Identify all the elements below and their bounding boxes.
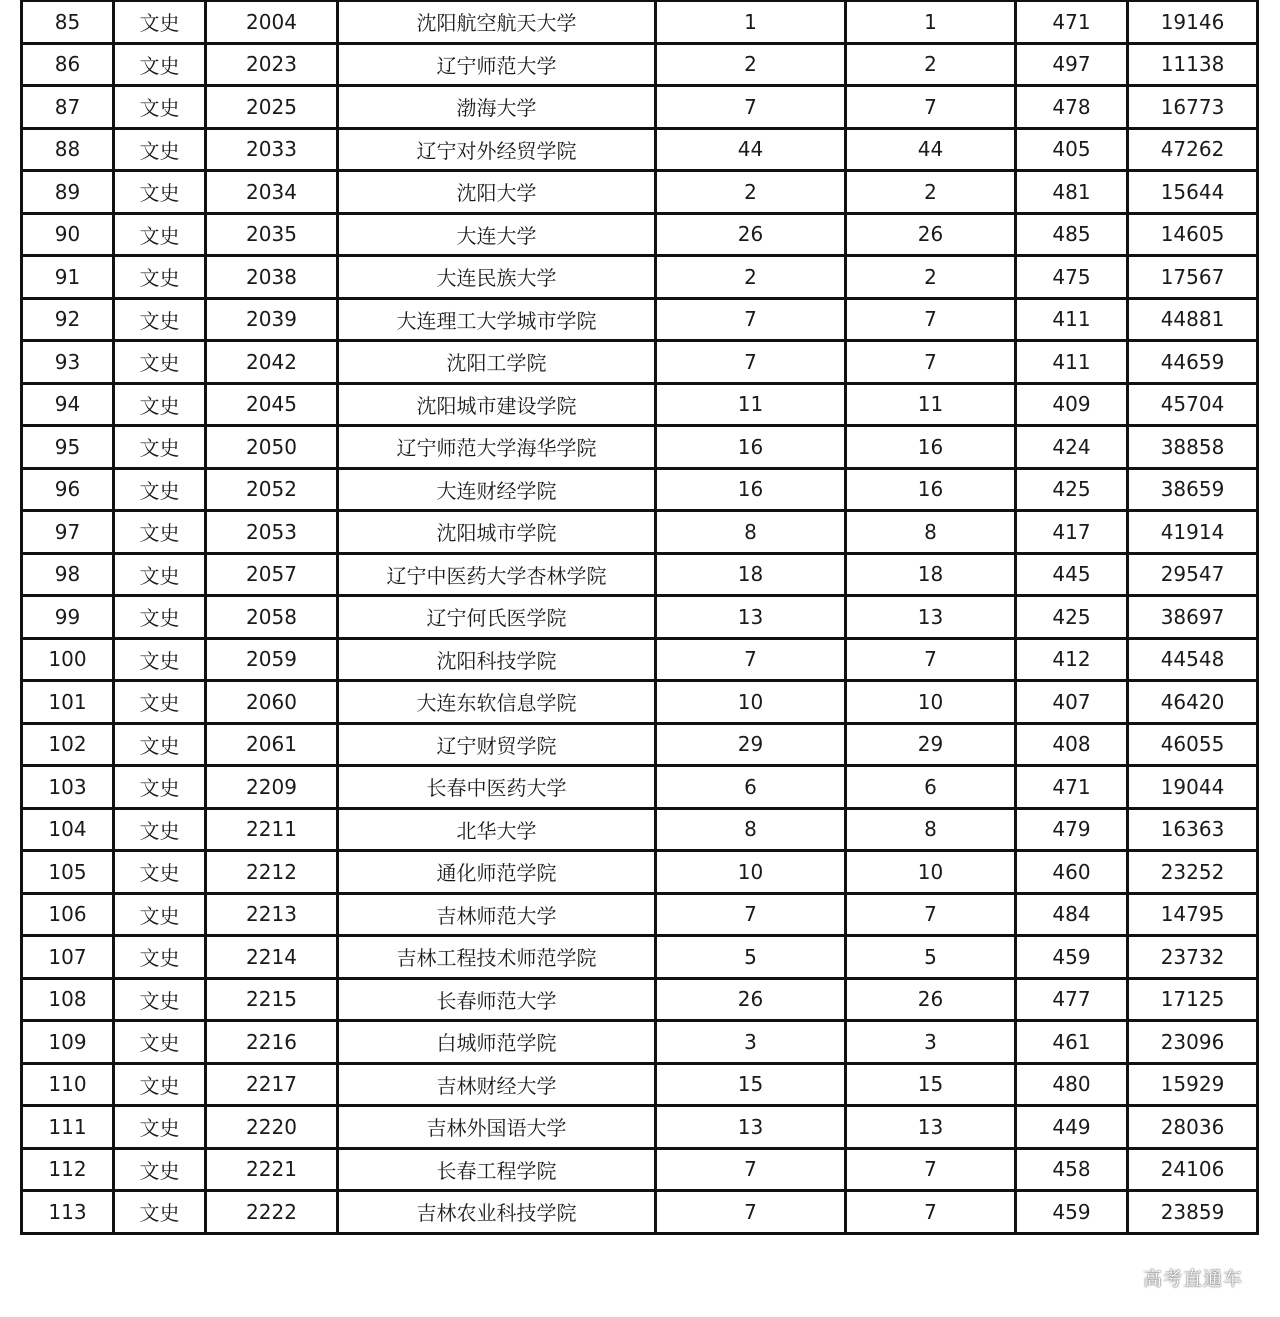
min-score-cell: 460 xyxy=(1016,851,1128,894)
min-score-cell: 481 xyxy=(1016,171,1128,214)
row-number-cell: 109 xyxy=(22,1021,114,1064)
table-row xyxy=(22,1106,1258,1149)
school-code-cell: 2034 xyxy=(206,171,338,214)
min-score-cell: 411 xyxy=(1016,341,1128,384)
plan-count-cell: 3 xyxy=(656,1021,846,1064)
min-score-cell: 459 xyxy=(1016,936,1128,979)
school-code-cell: 2220 xyxy=(206,1106,338,1149)
plan-count-cell: 7 xyxy=(656,1191,846,1234)
category-cell: 文史 xyxy=(114,86,206,129)
row-number-cell: 104 xyxy=(22,808,114,851)
plan-count-cell: 8 xyxy=(656,511,846,554)
min-score-cell: 475 xyxy=(1016,256,1128,299)
plan-count-cell: 5 xyxy=(656,936,846,979)
rank-cell: 17125 xyxy=(1128,978,1258,1021)
row-number-cell: 90 xyxy=(22,213,114,256)
category-cell: 文史 xyxy=(114,766,206,809)
row-number-cell: 85 xyxy=(22,1,114,44)
plan-count-cell: 10 xyxy=(656,681,846,724)
category-cell: 文史 xyxy=(114,256,206,299)
admitted-count-cell: 16 xyxy=(846,426,1016,469)
rank-cell: 19044 xyxy=(1128,766,1258,809)
rank-cell: 46420 xyxy=(1128,681,1258,724)
category-cell: 文史 xyxy=(114,851,206,894)
school-name-cell: 大连大学 xyxy=(338,213,656,256)
table-row xyxy=(22,43,1258,86)
plan-count-cell: 1 xyxy=(656,1,846,44)
admitted-count-cell: 1 xyxy=(846,1,1016,44)
plan-count-cell: 18 xyxy=(656,553,846,596)
table-row xyxy=(22,723,1258,766)
admitted-count-cell: 2 xyxy=(846,256,1016,299)
rank-cell: 38659 xyxy=(1128,468,1258,511)
admitted-count-cell: 18 xyxy=(846,553,1016,596)
school-code-cell: 2213 xyxy=(206,893,338,936)
school-name-cell: 辽宁对外经贸学院 xyxy=(338,128,656,171)
min-score-cell: 459 xyxy=(1016,1191,1128,1234)
plan-count-cell: 11 xyxy=(656,383,846,426)
row-number-cell: 93 xyxy=(22,341,114,384)
plan-count-cell: 2 xyxy=(656,256,846,299)
rank-cell: 11138 xyxy=(1128,43,1258,86)
rank-cell: 41914 xyxy=(1128,511,1258,554)
rank-cell: 23252 xyxy=(1128,851,1258,894)
category-cell: 文史 xyxy=(114,1191,206,1234)
admitted-count-cell: 7 xyxy=(846,341,1016,384)
row-number-cell: 95 xyxy=(22,426,114,469)
row-number-cell: 96 xyxy=(22,468,114,511)
rank-cell: 23732 xyxy=(1128,936,1258,979)
table-row xyxy=(22,256,1258,299)
min-score-cell: 471 xyxy=(1016,766,1128,809)
table-row xyxy=(22,978,1258,1021)
category-cell: 文史 xyxy=(114,511,206,554)
school-code-cell: 2214 xyxy=(206,936,338,979)
table-row xyxy=(22,808,1258,851)
table-row xyxy=(22,383,1258,426)
school-code-cell: 2035 xyxy=(206,213,338,256)
watermark: 高考直通车 xyxy=(1143,1268,1244,1290)
admitted-count-cell: 3 xyxy=(846,1021,1016,1064)
category-cell: 文史 xyxy=(114,383,206,426)
category-cell: 文史 xyxy=(114,808,206,851)
rank-cell: 47262 xyxy=(1128,128,1258,171)
rank-cell: 44548 xyxy=(1128,638,1258,681)
rank-cell: 16773 xyxy=(1128,86,1258,129)
table-row xyxy=(22,1021,1258,1064)
rank-cell: 15644 xyxy=(1128,171,1258,214)
school-name-cell: 沈阳科技学院 xyxy=(338,638,656,681)
school-code-cell: 2060 xyxy=(206,681,338,724)
school-name-cell: 沈阳城市学院 xyxy=(338,511,656,554)
admitted-count-cell: 44 xyxy=(846,128,1016,171)
category-cell: 文史 xyxy=(114,553,206,596)
min-score-cell: 478 xyxy=(1016,86,1128,129)
school-name-cell: 沈阳城市建设学院 xyxy=(338,383,656,426)
school-name-cell: 北华大学 xyxy=(338,808,656,851)
category-cell: 文史 xyxy=(114,1148,206,1191)
admitted-count-cell: 2 xyxy=(846,171,1016,214)
min-score-cell: 409 xyxy=(1016,383,1128,426)
admitted-count-cell: 26 xyxy=(846,978,1016,1021)
table-row xyxy=(22,171,1258,214)
plan-count-cell: 8 xyxy=(656,808,846,851)
row-number-cell: 113 xyxy=(22,1191,114,1234)
category-cell: 文史 xyxy=(114,681,206,724)
min-score-cell: 425 xyxy=(1016,596,1128,639)
school-name-cell: 辽宁师范大学 xyxy=(338,43,656,86)
row-number-cell: 94 xyxy=(22,383,114,426)
admitted-count-cell: 8 xyxy=(846,808,1016,851)
row-number-cell: 103 xyxy=(22,766,114,809)
table-row xyxy=(22,596,1258,639)
admitted-count-cell: 7 xyxy=(846,86,1016,129)
plan-count-cell: 7 xyxy=(656,298,846,341)
min-score-cell: 477 xyxy=(1016,978,1128,1021)
min-score-cell: 425 xyxy=(1016,468,1128,511)
plan-count-cell: 2 xyxy=(656,43,846,86)
min-score-cell: 411 xyxy=(1016,298,1128,341)
admitted-count-cell: 6 xyxy=(846,766,1016,809)
school-name-cell: 沈阳大学 xyxy=(338,171,656,214)
admitted-count-cell: 29 xyxy=(846,723,1016,766)
row-number-cell: 86 xyxy=(22,43,114,86)
rank-cell: 24106 xyxy=(1128,1148,1258,1191)
plan-count-cell: 7 xyxy=(656,893,846,936)
school-code-cell: 2211 xyxy=(206,808,338,851)
table-body xyxy=(22,1,1258,1234)
rank-cell: 44659 xyxy=(1128,341,1258,384)
school-code-cell: 2216 xyxy=(206,1021,338,1064)
min-score-cell: 407 xyxy=(1016,681,1128,724)
rank-cell: 46055 xyxy=(1128,723,1258,766)
rank-cell: 23096 xyxy=(1128,1021,1258,1064)
school-code-cell: 2004 xyxy=(206,1,338,44)
category-cell: 文史 xyxy=(114,1,206,44)
rank-cell: 15929 xyxy=(1128,1063,1258,1106)
school-name-cell: 大连财经学院 xyxy=(338,468,656,511)
admitted-count-cell: 2 xyxy=(846,43,1016,86)
row-number-cell: 101 xyxy=(22,681,114,724)
school-name-cell: 辽宁财贸学院 xyxy=(338,723,656,766)
min-score-cell: 449 xyxy=(1016,1106,1128,1149)
school-code-cell: 2212 xyxy=(206,851,338,894)
table-row xyxy=(22,851,1258,894)
plan-count-cell: 13 xyxy=(656,1106,846,1149)
category-cell: 文史 xyxy=(114,341,206,384)
row-number-cell: 97 xyxy=(22,511,114,554)
row-number-cell: 91 xyxy=(22,256,114,299)
row-number-cell: 112 xyxy=(22,1148,114,1191)
category-cell: 文史 xyxy=(114,893,206,936)
row-number-cell: 99 xyxy=(22,596,114,639)
admitted-count-cell: 26 xyxy=(846,213,1016,256)
school-code-cell: 2217 xyxy=(206,1063,338,1106)
category-cell: 文史 xyxy=(114,298,206,341)
min-score-cell: 471 xyxy=(1016,1,1128,44)
category-cell: 文史 xyxy=(114,723,206,766)
school-code-cell: 2209 xyxy=(206,766,338,809)
school-code-cell: 2057 xyxy=(206,553,338,596)
table-row xyxy=(22,341,1258,384)
rank-cell: 16363 xyxy=(1128,808,1258,851)
admitted-count-cell: 10 xyxy=(846,851,1016,894)
school-code-cell: 2052 xyxy=(206,468,338,511)
table-row xyxy=(22,86,1258,129)
category-cell: 文史 xyxy=(114,468,206,511)
school-name-cell: 吉林师范大学 xyxy=(338,893,656,936)
min-score-cell: 480 xyxy=(1016,1063,1128,1106)
row-number-cell: 98 xyxy=(22,553,114,596)
school-name-cell: 辽宁中医药大学杏林学院 xyxy=(338,553,656,596)
rank-cell: 29547 xyxy=(1128,553,1258,596)
plan-count-cell: 7 xyxy=(656,341,846,384)
category-cell: 文史 xyxy=(114,128,206,171)
min-score-cell: 417 xyxy=(1016,511,1128,554)
table-row xyxy=(22,893,1258,936)
plan-count-cell: 15 xyxy=(656,1063,846,1106)
school-code-cell: 2033 xyxy=(206,128,338,171)
school-name-cell: 长春工程学院 xyxy=(338,1148,656,1191)
category-cell: 文史 xyxy=(114,43,206,86)
plan-count-cell: 7 xyxy=(656,1148,846,1191)
admitted-count-cell: 16 xyxy=(846,468,1016,511)
school-code-cell: 2215 xyxy=(206,978,338,1021)
table-row xyxy=(22,936,1258,979)
table-row xyxy=(22,638,1258,681)
rank-cell: 14605 xyxy=(1128,213,1258,256)
school-name-cell: 长春师范大学 xyxy=(338,978,656,1021)
row-number-cell: 89 xyxy=(22,171,114,214)
school-name-cell: 长春中医药大学 xyxy=(338,766,656,809)
admitted-count-cell: 7 xyxy=(846,1148,1016,1191)
row-number-cell: 92 xyxy=(22,298,114,341)
school-name-cell: 大连民族大学 xyxy=(338,256,656,299)
admitted-count-cell: 10 xyxy=(846,681,1016,724)
plan-count-cell: 29 xyxy=(656,723,846,766)
table-row xyxy=(22,468,1258,511)
admitted-count-cell: 5 xyxy=(846,936,1016,979)
school-name-cell: 渤海大学 xyxy=(338,86,656,129)
admitted-count-cell: 7 xyxy=(846,638,1016,681)
plan-count-cell: 10 xyxy=(656,851,846,894)
rank-cell: 14795 xyxy=(1128,893,1258,936)
school-code-cell: 2221 xyxy=(206,1148,338,1191)
plan-count-cell: 7 xyxy=(656,638,846,681)
table-row xyxy=(22,511,1258,554)
row-number-cell: 111 xyxy=(22,1106,114,1149)
school-code-cell: 2025 xyxy=(206,86,338,129)
school-code-cell: 2061 xyxy=(206,723,338,766)
school-code-cell: 2222 xyxy=(206,1191,338,1234)
rank-cell: 23859 xyxy=(1128,1191,1258,1234)
admitted-count-cell: 8 xyxy=(846,511,1016,554)
table-row xyxy=(22,1,1258,44)
school-name-cell: 白城师范学院 xyxy=(338,1021,656,1064)
category-cell: 文史 xyxy=(114,171,206,214)
school-name-cell: 沈阳工学院 xyxy=(338,341,656,384)
min-score-cell: 408 xyxy=(1016,723,1128,766)
data-table-container xyxy=(20,0,1256,1235)
table-row xyxy=(22,298,1258,341)
min-score-cell: 484 xyxy=(1016,893,1128,936)
school-code-cell: 2023 xyxy=(206,43,338,86)
school-name-cell: 沈阳航空航天大学 xyxy=(338,1,656,44)
category-cell: 文史 xyxy=(114,1021,206,1064)
admitted-count-cell: 15 xyxy=(846,1063,1016,1106)
school-name-cell: 辽宁师范大学海华学院 xyxy=(338,426,656,469)
row-number-cell: 107 xyxy=(22,936,114,979)
min-score-cell: 458 xyxy=(1016,1148,1128,1191)
table-row xyxy=(22,128,1258,171)
rank-cell: 38697 xyxy=(1128,596,1258,639)
school-code-cell: 2045 xyxy=(206,383,338,426)
school-code-cell: 2038 xyxy=(206,256,338,299)
row-number-cell: 108 xyxy=(22,978,114,1021)
table-row xyxy=(22,1063,1258,1106)
rank-cell: 45704 xyxy=(1128,383,1258,426)
school-code-cell: 2053 xyxy=(206,511,338,554)
table-row xyxy=(22,213,1258,256)
admitted-count-cell: 11 xyxy=(846,383,1016,426)
school-code-cell: 2039 xyxy=(206,298,338,341)
school-name-cell: 吉林农业科技学院 xyxy=(338,1191,656,1234)
min-score-cell: 405 xyxy=(1016,128,1128,171)
school-code-cell: 2050 xyxy=(206,426,338,469)
plan-count-cell: 2 xyxy=(656,171,846,214)
school-name-cell: 吉林工程技术师范学院 xyxy=(338,936,656,979)
plan-count-cell: 44 xyxy=(656,128,846,171)
plan-count-cell: 16 xyxy=(656,468,846,511)
category-cell: 文史 xyxy=(114,1063,206,1106)
table-row xyxy=(22,681,1258,724)
table-row xyxy=(22,766,1258,809)
min-score-cell: 479 xyxy=(1016,808,1128,851)
plan-count-cell: 26 xyxy=(656,978,846,1021)
school-name-cell: 吉林外国语大学 xyxy=(338,1106,656,1149)
category-cell: 文史 xyxy=(114,1106,206,1149)
row-number-cell: 105 xyxy=(22,851,114,894)
min-score-cell: 497 xyxy=(1016,43,1128,86)
category-cell: 文史 xyxy=(114,596,206,639)
school-code-cell: 2058 xyxy=(206,596,338,639)
category-cell: 文史 xyxy=(114,426,206,469)
plan-count-cell: 7 xyxy=(656,86,846,129)
admitted-count-cell: 13 xyxy=(846,596,1016,639)
rank-cell: 38858 xyxy=(1128,426,1258,469)
school-name-cell: 大连理工大学城市学院 xyxy=(338,298,656,341)
row-number-cell: 106 xyxy=(22,893,114,936)
plan-count-cell: 26 xyxy=(656,213,846,256)
plan-count-cell: 16 xyxy=(656,426,846,469)
min-score-cell: 461 xyxy=(1016,1021,1128,1064)
rank-cell: 19146 xyxy=(1128,1,1258,44)
table-row xyxy=(22,1148,1258,1191)
min-score-cell: 485 xyxy=(1016,213,1128,256)
min-score-cell: 424 xyxy=(1016,426,1128,469)
school-name-cell: 大连东软信息学院 xyxy=(338,681,656,724)
admitted-count-cell: 7 xyxy=(846,1191,1016,1234)
row-number-cell: 87 xyxy=(22,86,114,129)
category-cell: 文史 xyxy=(114,978,206,1021)
row-number-cell: 100 xyxy=(22,638,114,681)
row-number-cell: 88 xyxy=(22,128,114,171)
plan-count-cell: 13 xyxy=(656,596,846,639)
admitted-count-cell: 7 xyxy=(846,893,1016,936)
school-name-cell: 辽宁何氏医学院 xyxy=(338,596,656,639)
table-row xyxy=(22,1191,1258,1234)
school-code-cell: 2042 xyxy=(206,341,338,384)
admitted-count-cell: 13 xyxy=(846,1106,1016,1149)
category-cell: 文史 xyxy=(114,638,206,681)
category-cell: 文史 xyxy=(114,213,206,256)
rank-cell: 28036 xyxy=(1128,1106,1258,1149)
rank-cell: 17567 xyxy=(1128,256,1258,299)
school-name-cell: 通化师范学院 xyxy=(338,851,656,894)
admitted-count-cell: 7 xyxy=(846,298,1016,341)
admission-table xyxy=(20,0,1259,1235)
table-row xyxy=(22,426,1258,469)
plan-count-cell: 6 xyxy=(656,766,846,809)
category-cell: 文史 xyxy=(114,936,206,979)
row-number-cell: 110 xyxy=(22,1063,114,1106)
min-score-cell: 412 xyxy=(1016,638,1128,681)
school-code-cell: 2059 xyxy=(206,638,338,681)
rank-cell: 44881 xyxy=(1128,298,1258,341)
min-score-cell: 445 xyxy=(1016,553,1128,596)
table-row xyxy=(22,553,1258,596)
school-name-cell: 吉林财经大学 xyxy=(338,1063,656,1106)
row-number-cell: 102 xyxy=(22,723,114,766)
